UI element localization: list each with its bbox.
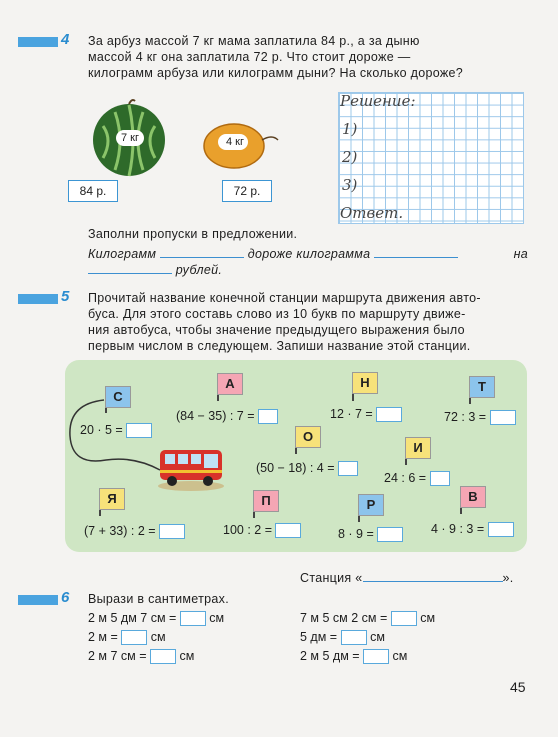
stop-flag-a: А — [217, 373, 243, 395]
task4-text — [88, 33, 528, 81]
answer-box[interactable] — [488, 522, 514, 537]
answer-box[interactable] — [159, 524, 185, 539]
stop-expression-n — [330, 407, 402, 422]
answer-box[interactable] — [490, 410, 516, 425]
sentence-blank[interactable] — [374, 247, 458, 258]
conversion-unit: см — [150, 630, 166, 644]
conversion-row — [88, 649, 194, 664]
task4-stripe — [18, 37, 58, 47]
expr-text: (50 − 18) : 4 = — [256, 461, 335, 475]
step-label: 1) — [342, 120, 358, 138]
expr-text: 4 · 9 : 3 = — [431, 522, 485, 536]
conversion-expr: 7 м 5 см 2 см = — [300, 611, 388, 625]
conversion-unit: см — [179, 649, 195, 663]
task5-line: ния автобуса, чтобы значение предыдущего выражения было — [88, 323, 465, 337]
station-blank[interactable] — [363, 571, 503, 582]
expr-text: 20 · 5 = — [80, 423, 123, 437]
bus-icon — [156, 444, 226, 492]
conversion-expr: 5 дм = — [300, 630, 338, 644]
expr-text: 12 · 7 = — [330, 407, 373, 421]
answer-label: Ответ. — [340, 204, 404, 222]
sentence-word: рублей. — [175, 263, 223, 277]
answer-box[interactable] — [150, 649, 176, 664]
sentence-word: дороже килограмма — [247, 247, 371, 261]
watermelon-price: 84 р. — [68, 180, 118, 202]
stop-expression-i — [384, 471, 450, 486]
sentence-blank[interactable] — [160, 247, 244, 258]
answer-box[interactable] — [258, 409, 278, 424]
conversion-expr: 2 м = — [88, 630, 118, 644]
conversion-row — [300, 649, 407, 664]
expr-text: 72 : 3 = — [444, 410, 487, 424]
stop-flag-v: В — [460, 486, 486, 508]
melon-weight: 4 кг — [226, 136, 244, 148]
answer-box[interactable] — [338, 461, 358, 476]
fill-in-prompt: Заполни пропуски в предложении. — [88, 227, 298, 241]
task5-line: первым числом в следующем. Запиши название этой станции. — [88, 339, 471, 353]
task4-line: За арбуз массой 7 кг мама заплатила 84 р., а за дыню — [88, 34, 420, 48]
sentence-blank[interactable] — [88, 263, 172, 274]
expr-text: 8 · 9 = — [338, 527, 374, 541]
stop-flag-ya: Я — [99, 488, 125, 510]
task5-line: Прочитай название конечной станции маршрута движения авто- — [88, 291, 481, 305]
conversion-expr: 2 м 7 см = — [88, 649, 147, 663]
conversion-expr: 2 м 5 дм 7 см = — [88, 611, 177, 625]
conversion-unit: см — [420, 611, 436, 625]
task5-stripe — [18, 294, 58, 304]
task4-line: килограмм арбуза или килограмм дыни? На сколько дороже? — [88, 66, 464, 80]
stop-expression-a — [176, 409, 278, 424]
expr-text: 24 : 6 = — [384, 471, 427, 485]
answer-box[interactable] — [363, 649, 389, 664]
station-close: ». — [502, 571, 514, 585]
answer-box[interactable] — [376, 407, 402, 422]
conversion-row — [300, 611, 435, 626]
fill-in-sentence — [88, 246, 528, 262]
expr-text: (7 + 33) : 2 = — [84, 524, 156, 538]
task6-stripe — [18, 595, 58, 605]
stop-flag-s: С — [105, 386, 131, 408]
step-label: 2) — [342, 148, 358, 166]
station-label: Станция « — [300, 571, 363, 585]
task4-line: массой 4 кг она заплатила 72 р. Что стоит дороже — — [88, 50, 411, 64]
watermelon-weight: 7 кг — [121, 132, 139, 144]
stop-expression-ya — [84, 524, 185, 539]
stop-expression-t — [444, 410, 516, 425]
stop-flag-i: И — [405, 437, 431, 459]
expr-text: 100 : 2 = — [223, 523, 272, 537]
stop-flag-p: П — [253, 490, 279, 512]
stop-expression-s — [80, 423, 152, 438]
task5-line: буса. Для этого составь слово из 10 букв по маршруту движе- — [88, 307, 466, 321]
step-label: 3) — [342, 176, 358, 194]
answer-box[interactable] — [121, 630, 147, 645]
stop-flag-o: О — [295, 426, 321, 448]
task6-title: Вырази в сантиметрах. — [88, 592, 229, 606]
answer-box[interactable] — [341, 630, 367, 645]
stop-expression-o — [256, 461, 358, 476]
answer-box[interactable] — [180, 611, 206, 626]
task5-number: 5 — [61, 288, 70, 305]
task5-text — [88, 290, 528, 354]
conversion-unit: см — [392, 649, 408, 663]
conversion-row — [88, 630, 166, 645]
answer-box[interactable] — [430, 471, 450, 486]
sentence-word: на — [513, 247, 528, 261]
conversion-expr: 2 м 5 дм = — [300, 649, 360, 663]
conversion-unit: см — [209, 611, 225, 625]
conversion-row — [300, 630, 385, 645]
answer-box[interactable] — [377, 527, 403, 542]
answer-box[interactable] — [126, 423, 152, 438]
conversion-unit: см — [370, 630, 385, 644]
melon-price: 72 р. — [222, 180, 272, 202]
task6-number: 6 — [61, 589, 70, 606]
task4-number: 4 — [61, 31, 70, 48]
page-number: 45 — [510, 679, 526, 695]
stop-flag-t: Т — [469, 376, 495, 398]
stop-expression-v — [431, 522, 514, 537]
answer-box[interactable] — [391, 611, 417, 626]
stop-expression-p — [223, 523, 301, 538]
fill-in-sentence-2 — [88, 262, 222, 278]
station-line — [300, 570, 514, 586]
sentence-word: Килограмм — [88, 247, 157, 261]
solution-label: Решение: — [340, 92, 416, 110]
stop-expression-r — [338, 527, 403, 542]
conversion-row — [88, 611, 224, 626]
answer-box[interactable] — [275, 523, 301, 538]
stop-flag-n: Н — [352, 372, 378, 394]
stop-flag-r: Р — [358, 494, 384, 516]
expr-text: (84 − 35) : 7 = — [176, 409, 255, 423]
